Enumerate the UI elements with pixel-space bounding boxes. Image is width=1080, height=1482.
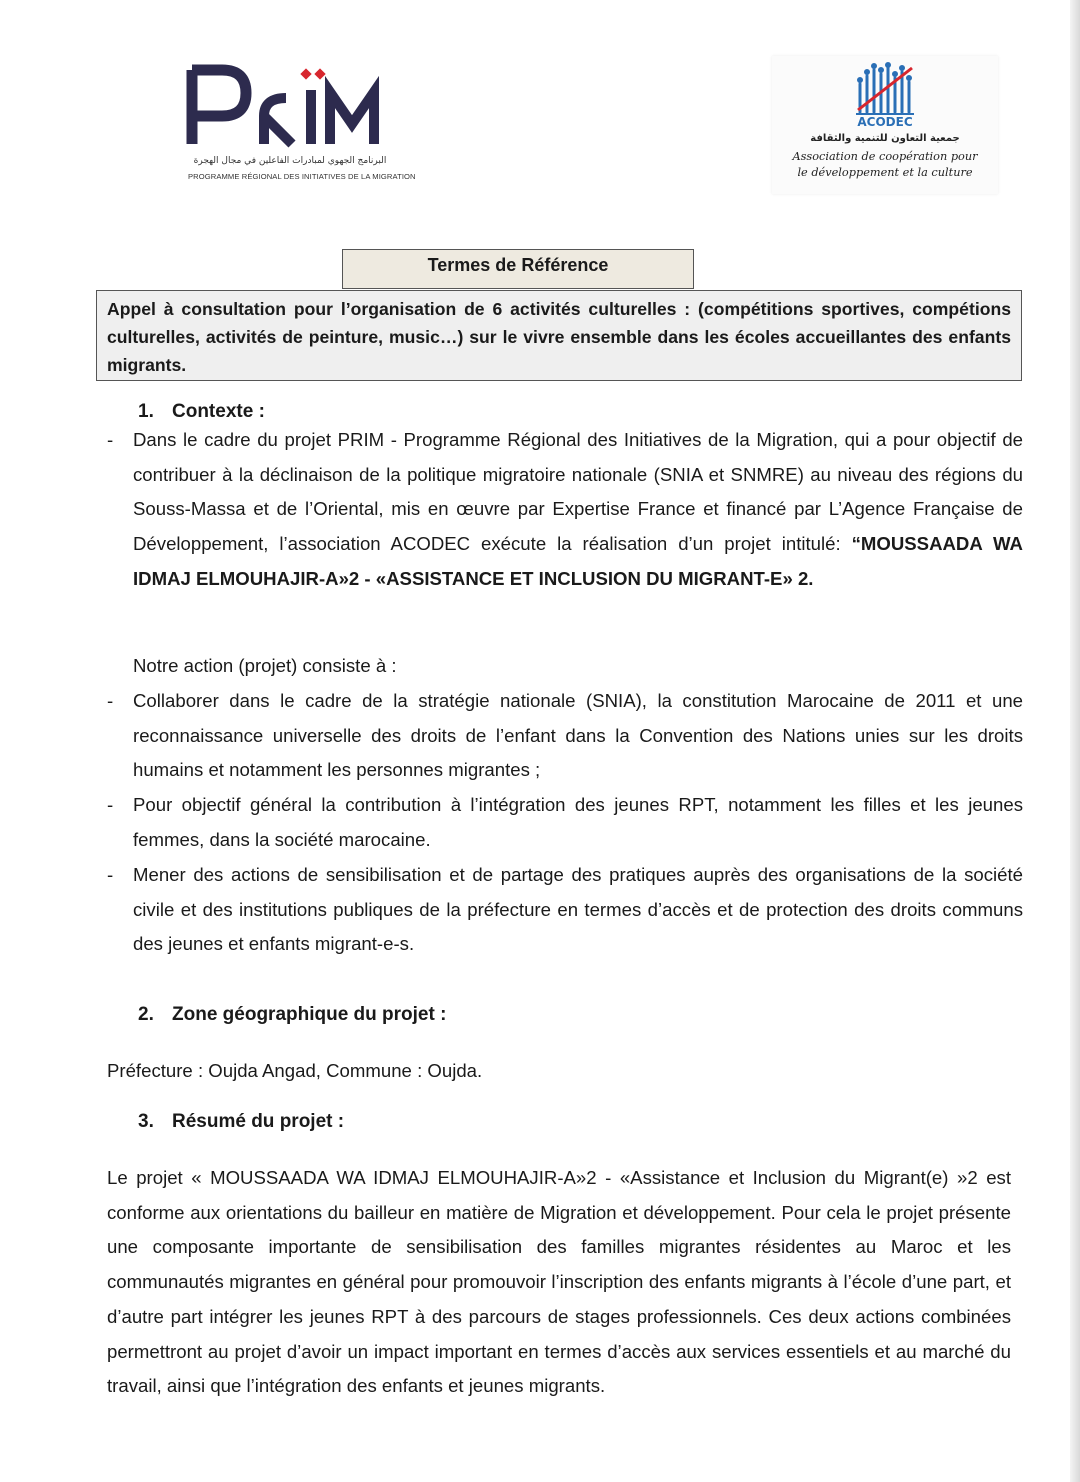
prim-subtitle: PROGRAMME RÉGIONAL DES INITIATIVES DE LA MIGRATION	[188, 172, 416, 181]
geographic-zone-text: Préfecture : Oujda Angad, Commune : Oujda.	[107, 1060, 483, 1081]
terms-of-reference-title: Termes de Référence	[342, 249, 694, 289]
section-1-number: 1.	[138, 401, 154, 422]
section-2-title: Zone géographique du projet :	[172, 1004, 447, 1025]
acodec-french-name	[772, 149, 998, 181]
action-bullet-1: Collaborer dans le cadre de la stratégie nationale (SNIA), la constitution Marocaine de 2011 et une reconnaissance universelle des droits de l’enfant dans la Convention des Nations unies sur les droits humains et notamment les personnes migrantes ;	[133, 690, 1023, 781]
action-lead: Notre action (projet) consiste à :	[133, 655, 397, 676]
acodec-emblem-icon	[854, 62, 916, 116]
context-paragraph	[133, 423, 1023, 597]
project-summary-text: Le projet « MOUSSAADA WA IDMAJ ELMOUHAJIR-A»2 - «Assistance et Inclusion du Migrant(e) »2 est conforme aux orientations du bailleur en matière de Migration et développement. Pour cela le projet présente une composante importante de sensibilisation des familles migrantes résidentes au Maroc et les communautés migrantes en général pour promouvoir l’inscription des enfants migrants à l’école d’une part, et d’autre part intégrer les jeunes RPT à des parcours de stages professionnels. Ces deux actions combinées permettront au projet d’avoir un impact important en termes d’accès aux services essentiels et au marché du travail, ainsi que l’intégration des enfants et jeunes migrants.	[107, 1167, 1011, 1397]
section-3-heading	[138, 1107, 344, 1137]
acodec-french-line-1: Association de coopération pour	[792, 150, 978, 163]
bullet-mark-3: -	[107, 864, 114, 885]
acodec-name: ACODEC	[857, 115, 913, 129]
acodec-french-line-2: le développement et la culture	[797, 166, 973, 179]
context-text: Dans le cadre du projet PRIM - Programme Régional des Initiatives de la Migration, qui a pour objectif de contribuer à la déclinaison de la politique migratoire nationale (SNIA et SNMRE) au niveau des régions du Souss-Massa et de l’Oriental, mis en œuvre par Expertise France et financé par L’Agence Française de Développement, l’association ACODEC exécute la réalisation d’un projet intitulé:	[133, 429, 1023, 555]
acodec-logo	[772, 56, 998, 194]
prim-wordmark-graphic	[184, 58, 394, 154]
bullet-mark-1: -	[107, 690, 114, 711]
project-title-bold: “MOUSSAADA WA IDMAJ ELMOUHAJIR-A»2 - «ASSISTANCE ET INCLUSION DU MIGRANT-E» 2.	[133, 533, 1023, 589]
section-1-title: Contexte :	[172, 401, 265, 422]
page-edge-shadow	[1070, 0, 1080, 1482]
call-for-consultation-box: Appel à consultation pour l’organisation de 6 activités culturelles : (compétitions sportives, compétions culturelles, activités de peinture, music…) sur le vivre ensemble dans les écoles accueillantes des enfants migrants.	[96, 290, 1022, 381]
prim-arabic-tagline: البرنامج الجهوي لمبادرات الفاعلين في مجال الهجرة	[193, 156, 387, 166]
section-3-number: 3.	[138, 1111, 154, 1132]
section-2-heading	[138, 1000, 446, 1030]
bullet-mark-2: -	[107, 794, 114, 815]
prim-logo	[184, 58, 416, 188]
section-3-title: Résumé du projet :	[172, 1111, 345, 1132]
action-bullet-2: Pour objectif général la contribution à l’intégration des jeunes RPT, notamment les filles et les jeunes femmes, dans la société marocaine.	[133, 794, 1023, 850]
section-2-number: 2.	[138, 1004, 154, 1025]
action-bullet-3: Mener des actions de sensibilisation et de partage des pratiques auprès des organisations de la société civile et des institutions publiques de la préfecture en termes d’accès et de protection des droits communs des jeunes et enfants migrant-e-s.	[133, 864, 1023, 955]
acodec-arabic-name: جمعية التعاون للتنمية والثقافة	[810, 133, 960, 144]
bullet-mark-context: -	[107, 429, 114, 450]
